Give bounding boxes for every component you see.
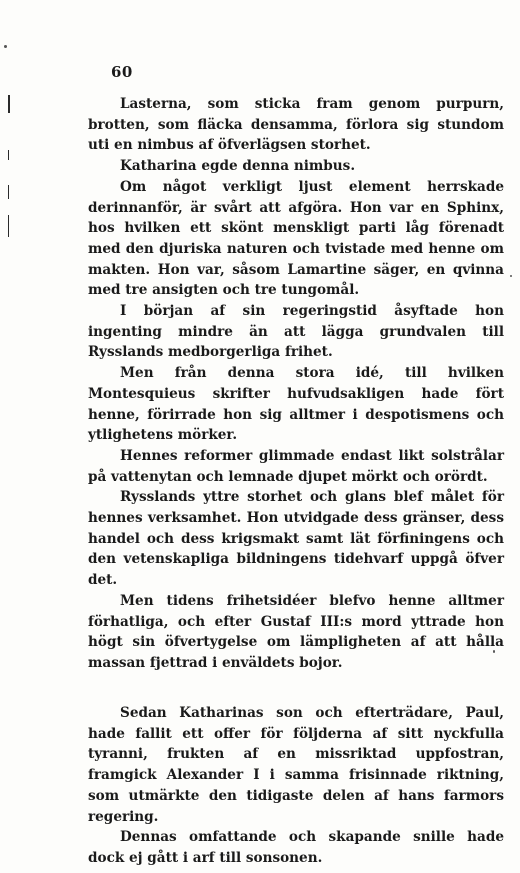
page-speck: [510, 275, 512, 277]
text-section-one: [88, 94, 504, 674]
margin-mark: [8, 150, 9, 160]
page-number: 60: [111, 63, 133, 81]
paragraph: Dennas omfattande och skapande snille hade dock ej gått i arf till sonsonen.: [88, 829, 504, 866]
paragraph: Men från denna stora idé, till hvilken Montesquieus skrifter hufvudsakligen hade fört henne, förirrade hon sig alltmer i despotismens och ytlighetens mörker.: [88, 365, 504, 444]
paragraph: I början af sin regeringstid åsyftade hon ingenting mindre än att lägga grundvalen till Rysslands medborgerliga frihet.: [88, 303, 504, 361]
paragraph: Katharina egde denna nimbus.: [120, 158, 356, 175]
paragraph: Om något verkligt ljust element herrskade derinnanför, är svårt att afgöra. Hon var en Sphinx, hos hvilken ett skönt menskligt parti låg förenadt med den djuriska naturen och tvistade med henne om makten. Hon var, såsom Lamartine säger, en qvinna med tre ansigten och tre tungomål.: [88, 178, 504, 299]
margin-mark: [8, 185, 9, 199]
paragraph: Lasterna, som sticka fram genom purpurn, brotten, som fläcka densamma, förlora sig stundom uti en nimbus af öfverlägsen storhet.: [88, 96, 504, 154]
text-section-two: [88, 703, 504, 869]
paragraph: Men tidens frihetsidéer blefvo henne alltmer förhatliga, och efter Gustaf III:s mord yttrade hon högt sin öfvertygelse om lämpligheten af att hålla massan fjettrad i enväldets bojor.: [88, 592, 504, 671]
paragraph: Rysslands yttre storhet och glans blef målet för hennes verksamhet. Hon utvidgade dess gränser, dess handel och dess krigsmakt samt lät förfiningens och den vetenskapliga bildningens tidehvarf uppgå öfver det.: [88, 489, 504, 589]
paragraph: Sedan Katharinas son och efterträdare, Paul, hade fallit ett offer för följderna af sitt nyckfulla tyranni, frukten af en missriktad uppfostran, framgick Alexander I i samma frisinnade riktning, som utmärkte den tidigaste delen af hans farmors regering.: [88, 705, 504, 825]
margin-mark: [8, 95, 10, 113]
page-speck: [4, 45, 7, 48]
margin-mark: [8, 215, 9, 237]
paragraph: Hennes reformer glimmade endast likt solstrålar på vattenytan och lemnade djupet mörkt och orördt.: [88, 447, 504, 485]
